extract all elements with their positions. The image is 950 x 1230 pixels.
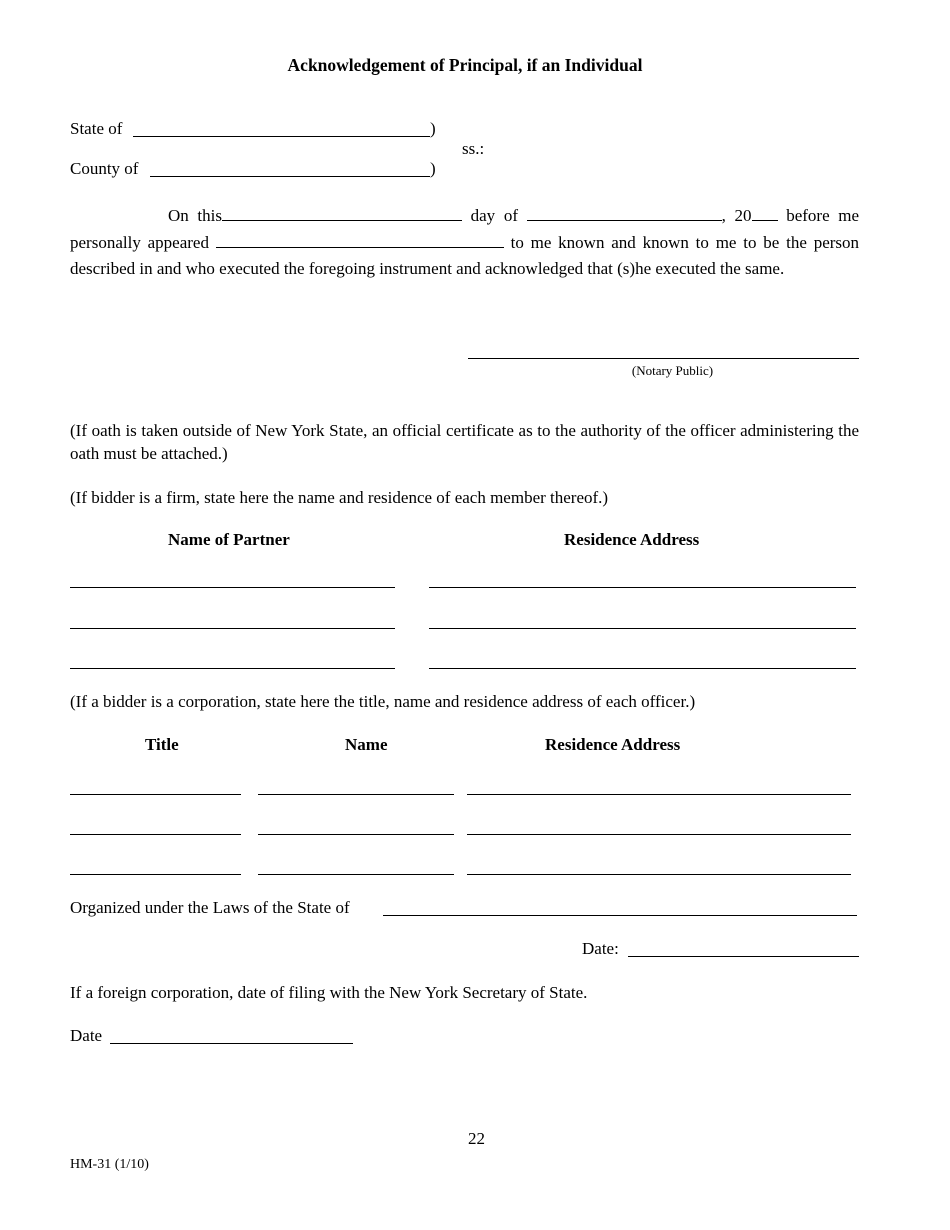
- on-this-text: On this: [168, 206, 222, 225]
- partner-address-field[interactable]: [429, 628, 856, 629]
- firm-note: (If bidder is a firm, state here the name and residence of each member thereof.): [70, 488, 609, 507]
- ss-label: ss.:: [462, 139, 485, 158]
- officer-address-field[interactable]: [467, 874, 851, 875]
- date-colon-label: Date:: [582, 939, 619, 958]
- before-me-text: before me personally appeared: [70, 206, 860, 252]
- acknowledgment-tail-text: to me known and known to me to be the person described in and who executed the foregoing instrument and acknowledged that (s)he executed the same.: [70, 232, 860, 278]
- county-paren: ): [430, 159, 436, 178]
- header-title: Title: [145, 735, 179, 754]
- organized-state-field[interactable]: [383, 915, 857, 916]
- partner-address-field[interactable]: [429, 587, 856, 588]
- partner-address-field[interactable]: [429, 668, 856, 669]
- corporation-note: (If a bidder is a corporation, state here the title, name and residence address of each officer.): [70, 692, 696, 711]
- oath-note: (If oath is taken outside of New York State, an official certificate as to the authority of the officer administering the oath must be attached.): [70, 421, 859, 463]
- foreign-corporation-note: If a foreign corporation, date of filing with the New York Secretary of State.: [70, 983, 588, 1002]
- date-colon-field[interactable]: [628, 956, 859, 957]
- page-number: 22: [468, 1129, 485, 1148]
- state-paren: ): [430, 119, 436, 138]
- appeared-name-field[interactable]: [216, 232, 504, 248]
- officer-title-field[interactable]: [70, 794, 241, 795]
- notary-signature-line[interactable]: [468, 358, 859, 359]
- form-id: HM-31 (1/10): [70, 1157, 149, 1172]
- county-field[interactable]: [150, 176, 430, 177]
- header-name: Name: [345, 735, 388, 754]
- officer-name-field[interactable]: [258, 794, 454, 795]
- year-field[interactable]: [752, 205, 778, 221]
- officer-name-field[interactable]: [258, 834, 454, 835]
- partner-name-field[interactable]: [70, 587, 395, 588]
- notary-caption: (Notary Public): [631, 363, 714, 378]
- page-title: Acknowledgement of Principal, if an Individual: [287, 55, 643, 75]
- month-field[interactable]: [527, 205, 722, 221]
- state-field[interactable]: [133, 136, 430, 137]
- state-label: State of: [70, 119, 123, 138]
- acknowledgment-paragraph: [70, 203, 859, 283]
- county-label: County of: [70, 159, 139, 178]
- day-field[interactable]: [222, 205, 462, 221]
- day-of-text: day of: [470, 206, 518, 225]
- officer-name-field[interactable]: [258, 874, 454, 875]
- header-name-of-partner: Name of Partner: [168, 530, 290, 549]
- date-label: Date: [70, 1026, 103, 1045]
- partner-name-field[interactable]: [70, 668, 395, 669]
- filing-date-field[interactable]: [110, 1043, 353, 1044]
- officer-title-field[interactable]: [70, 834, 241, 835]
- partner-name-field[interactable]: [70, 628, 395, 629]
- officer-address-field[interactable]: [467, 794, 851, 795]
- officer-address-field[interactable]: [467, 834, 851, 835]
- officer-title-field[interactable]: [70, 874, 241, 875]
- organized-label: Organized under the Laws of the State of: [70, 898, 350, 917]
- header-officer-residence-address: Residence Address: [545, 735, 681, 754]
- header-residence-address: Residence Address: [564, 530, 700, 549]
- year-prefix-text: , 20: [721, 206, 752, 225]
